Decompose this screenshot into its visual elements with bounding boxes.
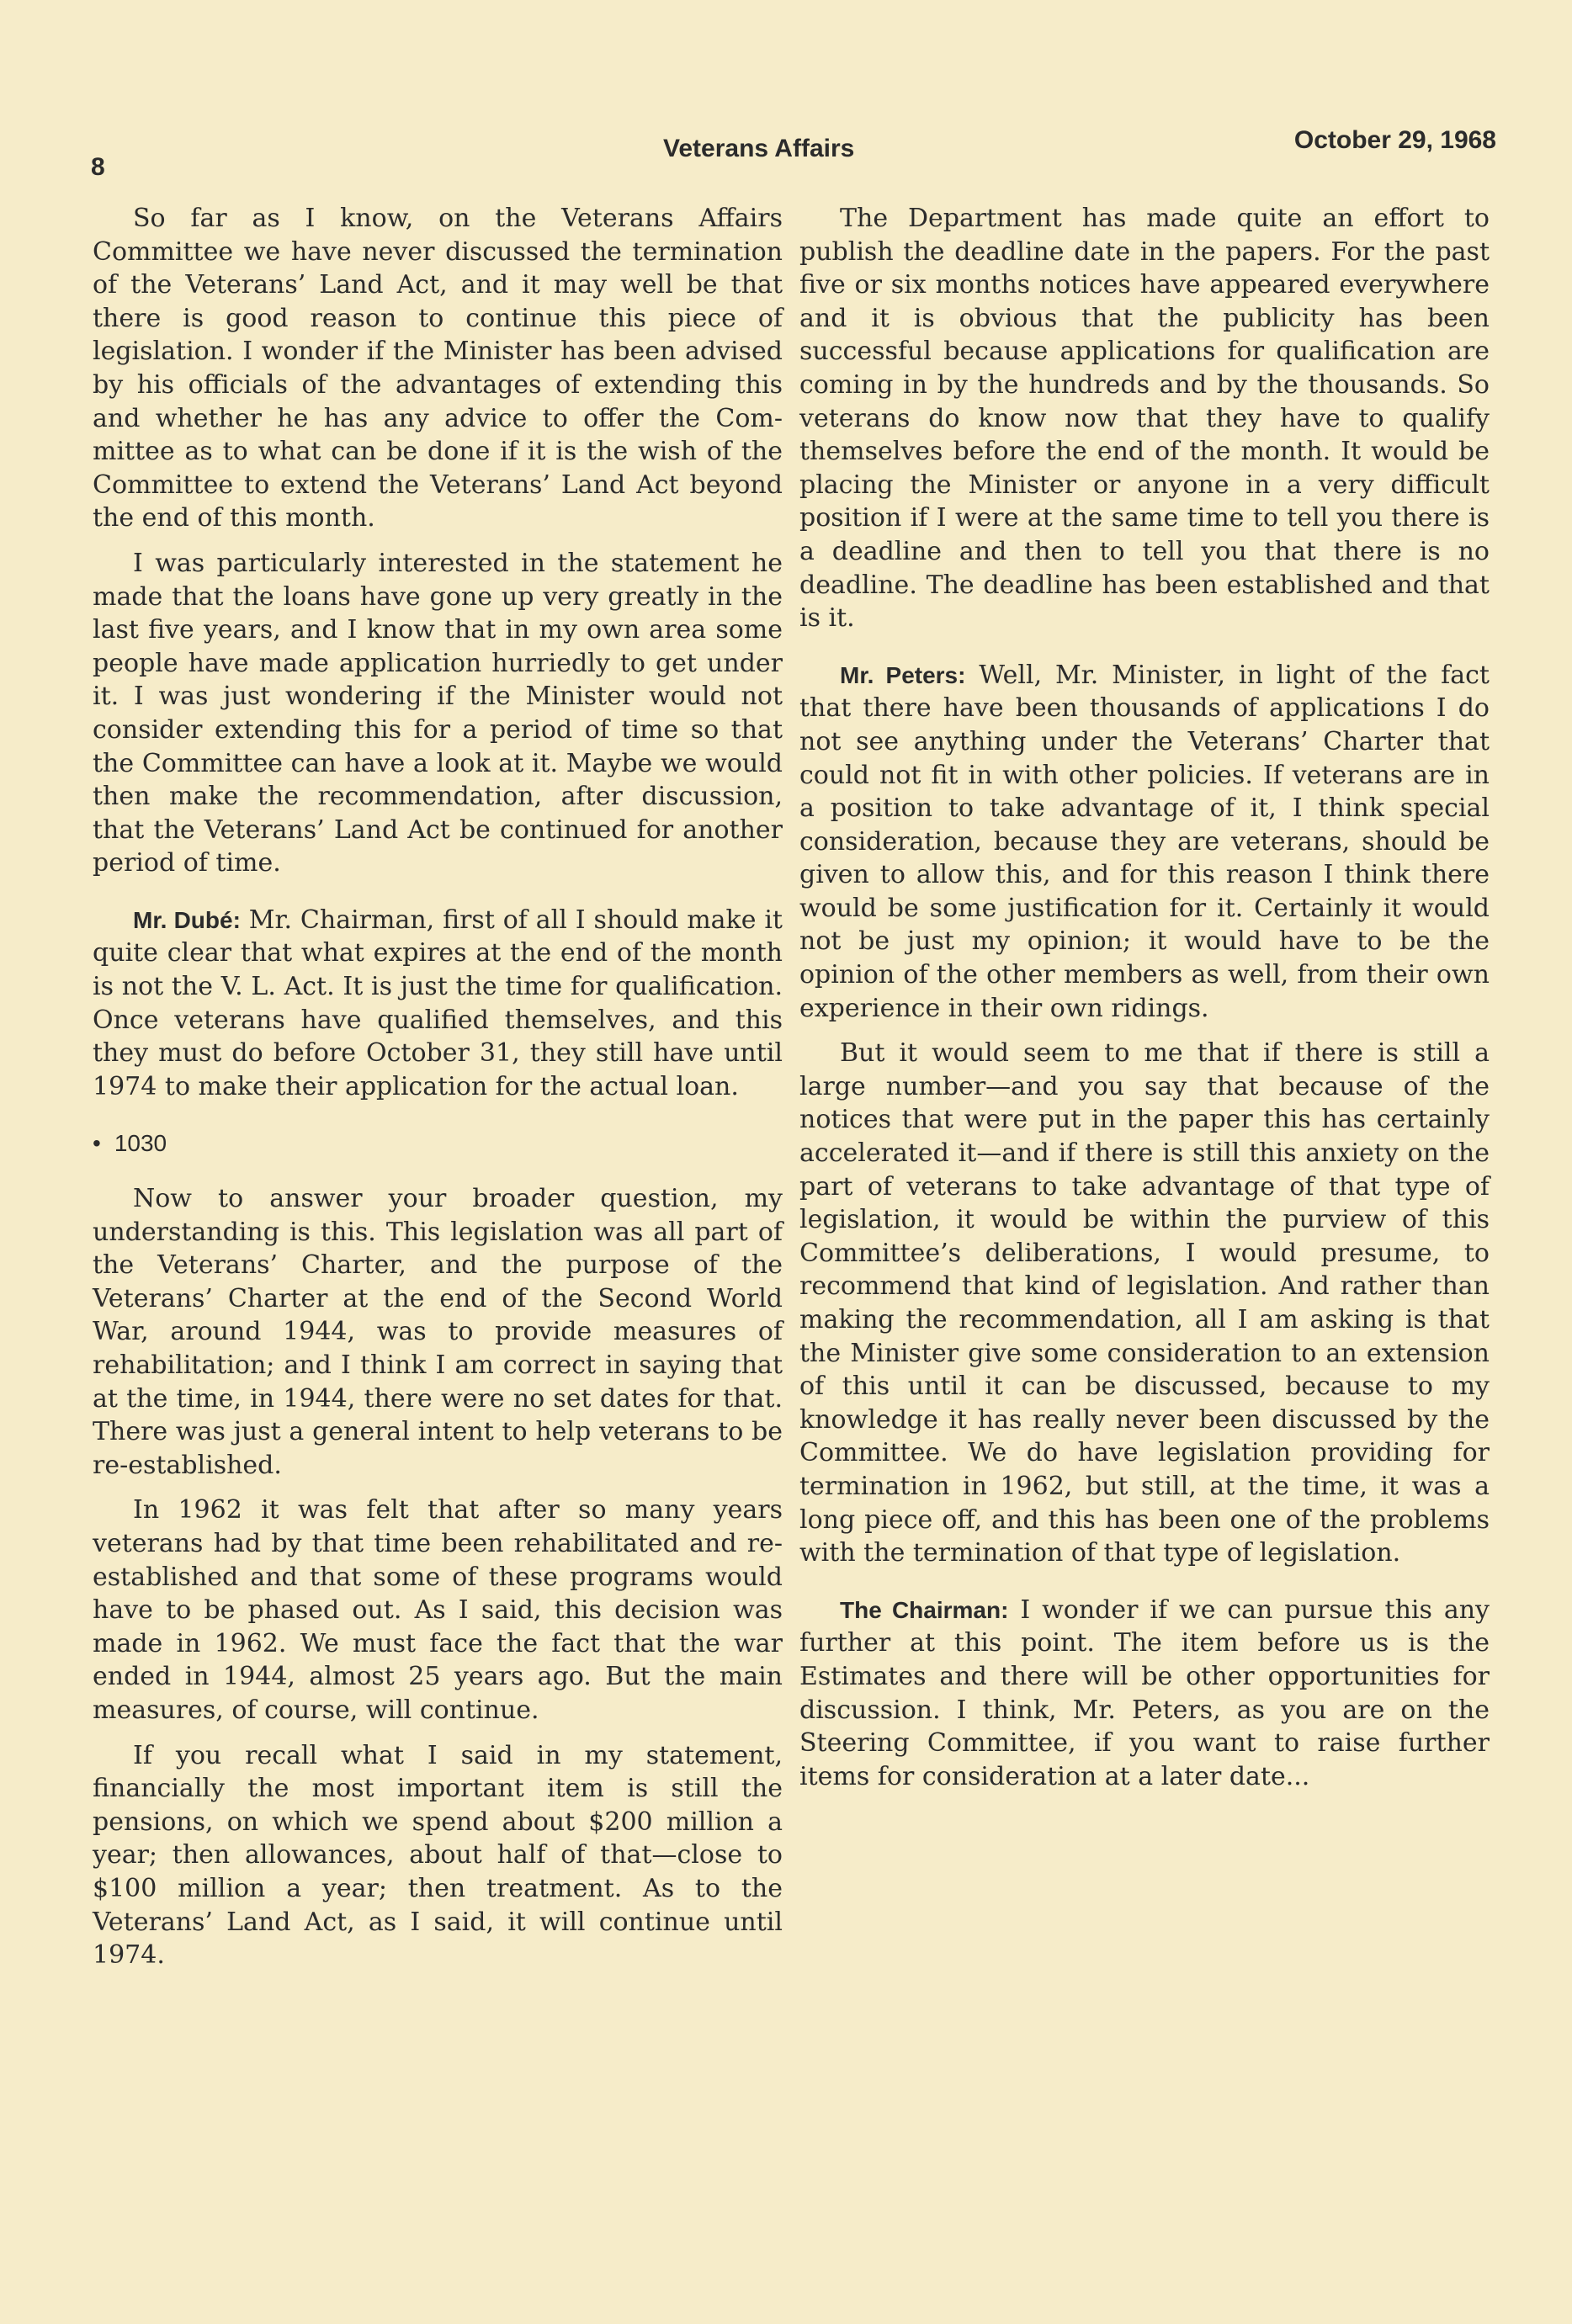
speech-text: Mr. Chairman, first of all I should make it quite clear that what expires at the end of the month is not the V. L. Act. It is just the time for qualification. Once veterans have qualified themselves, and this they must do before October 31, they still have until 1974 to make their application for the actual loan. (93, 905, 783, 1101)
running-title: Veterans Affairs (663, 135, 855, 162)
speech-paragraph (799, 1594, 1490, 1794)
left-column (93, 202, 783, 1984)
speaker-name: The Chairman: (840, 1596, 1009, 1623)
paragraph: So far as I know, on the Veterans Affairs Committee we have never discussed the termination of the Veterans’ Land Act, and it may well be that there is good reason to continue this piece of legislation. I wonder if the Minister has been advised by his officials of the advantages of extending this and whether he has any advice to offer the Committee as to what can be done if it is the wish of the Committee to extend the Veterans’ Land Act beyond the end of this month. (93, 204, 783, 533)
speech-paragraph (93, 904, 783, 1104)
speaker-name: Mr. Dubé: (133, 906, 241, 933)
time-marker-text: 1030 (114, 1130, 167, 1157)
paragraph: If you recall what I said in my statement, financially the most important item is still the pensions, on which we spend about $200 million a year; then allowances, about half of that—close to $100 million a year; then treatment. As to the Veterans’ Land Act, as I said, it will continue until 1974. (93, 1740, 783, 1971)
paragraph: Now to answer your broader question, my understanding is this. This legislation was all part of the Veterans’ Charter, and the purpose of the Veterans’ Charter at the end of the Second World War, around 1944, was to provide measures of rehabilitation; and I think I am correct in saying that at the time, in 1944, there were no set dates for that. There was just a general intent to help veterans to be re-established. (93, 1184, 783, 1480)
time-marker (93, 1127, 783, 1160)
paragraph: But it would seem to me that if there is still a large number—and you say that because of the notices that were put in the paper this has certainly accelerated it—and if there is still this anxiety on the part of veterans to take advantage of that type of legislation, it would be within the purview of this Committee’s deliberations, I would presume, to recommend that kind of legislation. And rather than making the recommendation, all I am asking is that the Minister give some consideration to an extension of this until it can be discussed, because to my knowledge it has really never been discussed by the Committee. We do have legislation providing for termination in 1962, but still, at the time, it was a long piece off, and this has been one of the problems with the termination of that type of legislation. (799, 1038, 1490, 1568)
speech-paragraph (799, 659, 1490, 1026)
speech-text: Well, Mr. Minister, in light of the fact that there have been thousands of applications I do not see anything under the Veterans’ Charter that could not fit in with other policies. If veterans are in a position to take advantage of it, I think special consideration, because they are veterans, should be given to allow this, and for this reason I think there would be some justification for it. Certainly it would not be just my opinion; it would have to be the opinion of the other members as well, from their own experience in their own ridings. (799, 660, 1490, 1023)
paragraph: In 1962 it was felt that after so many years veterans had by that time been rehabilitated and re-established and that some of these programs would have to be phased out. As I said, this decision was made in 1962. We must face the fact that the war ended in 1944, almost 25 years ago. But the main measures, of course, will continue. (93, 1495, 783, 1725)
right-column (799, 202, 1490, 1805)
bullet-icon: • (93, 1130, 101, 1157)
page-header (91, 126, 1496, 181)
paragraph: The Department has made quite an effort to publish the deadline date in the papers. For the past five or six months notices have appeared everywhere and it is obvious that the publicity has been successful because applications for qualification are coming in by the hundreds and by the thousands. So veterans do know now that they have to qualify themselves before the end of the month. It would be placing the Minister or anyone in a very difficult position if I were at the same time to tell you there is a deadline and then to tell you that there is no deadline. The deadline has been established and that is it. (799, 204, 1490, 634)
header-date: October 29, 1968 (1293, 126, 1496, 154)
speaker-name: Mr. Peters: (840, 661, 966, 688)
speech-text: I wonder if we can pursue this any further at this point. The item before us is the Estimates and there will be other opportunities for discussion. I think, Mr. Peters, as you are on the Steering Committee, if you want to raise further items for consideration at a later date... (799, 1594, 1490, 1791)
paragraph: I was particularly interested in the statement he made that the loans have gone up very greatly in the last five years, and I know that in my own area some people have made application hurriedly to get under it. I was just wondering if the Minister would not consider extending this for a period of time so that the Committee can have a look at it. Maybe we would then make the recommendation, after discussion, that the Veterans’ Land Act be continued for another period of time. (93, 548, 783, 878)
page-number: 8 (91, 153, 105, 181)
